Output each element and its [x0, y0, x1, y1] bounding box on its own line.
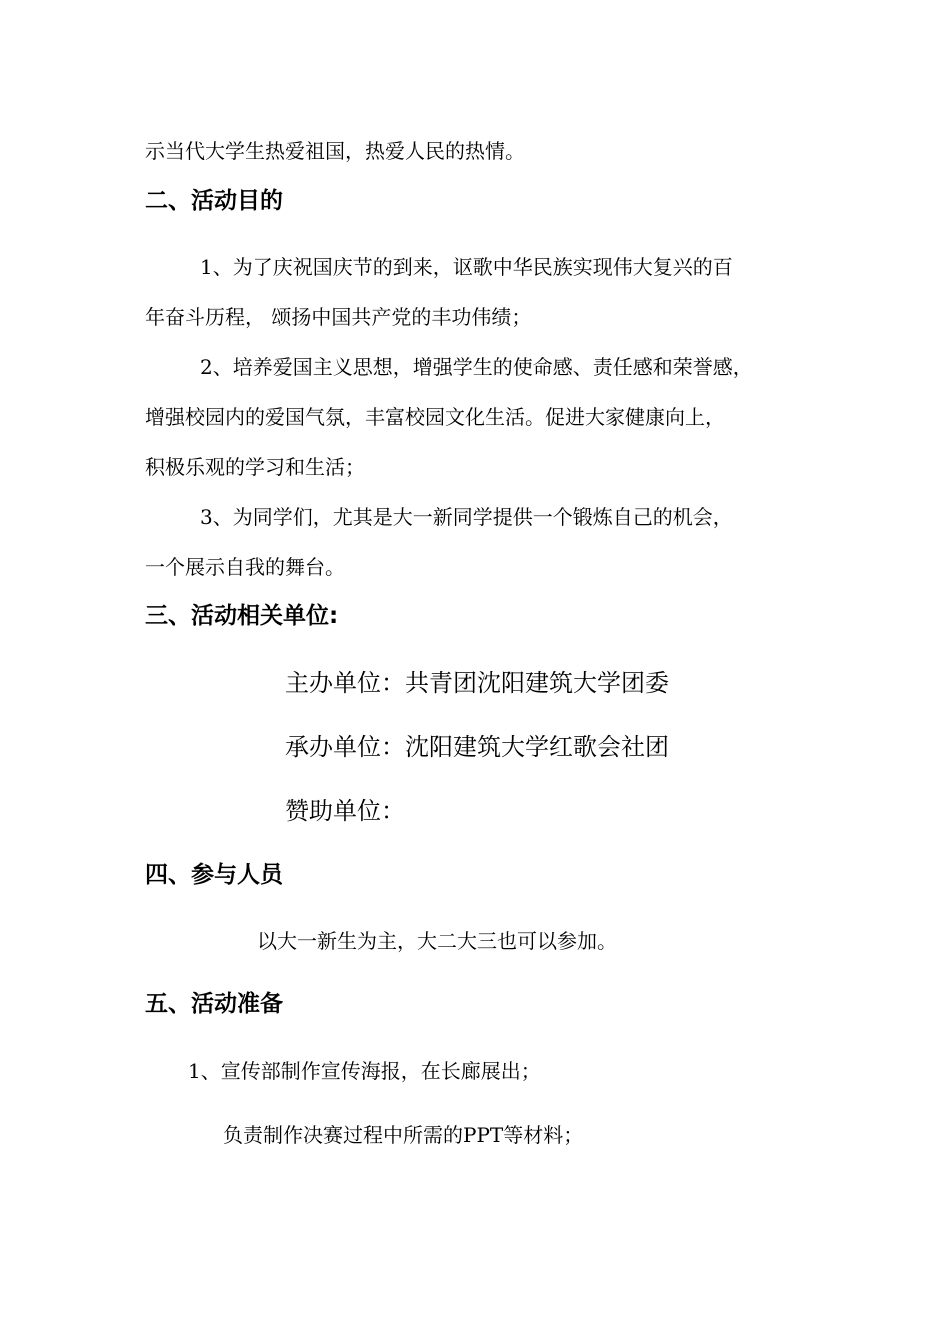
organizer-unit-text: 承办单位：沈阳建筑大学红歌会社团 [285, 733, 669, 761]
preparation-item-1-continued: 负责制作决赛过程中所需的PPT等材料； [223, 1123, 584, 1147]
purpose-item-3-line-2: 一个展示自我的舞台。 [145, 555, 345, 579]
host-unit-text: 主办单位：共青团沈阳建筑大学团委 [285, 669, 669, 697]
purpose-item-2-line-1: 2、培养爱国主义思想，增强学生的使命感、责任感和荣誉感， [200, 355, 753, 379]
sponsor-unit-text: 赞助单位： [285, 797, 405, 825]
purpose-item-1-line-1: 1、为了庆祝国庆节的到来，讴歌中华民族实现伟大复兴的百 [200, 255, 733, 279]
section-heading-preparation: 五、活动准备 [145, 991, 283, 1017]
preparation-item-1: 1、宣传部制作宣传海报，在长廊展出； [188, 1059, 541, 1083]
participants-text: 以大一新生为主，大二大三也可以参加。 [257, 929, 617, 953]
intro-tail-text: 示当代大学生热爱祖国，热爱人民的热情。 [145, 139, 525, 163]
purpose-item-3-line-1: 3、为同学们，尤其是大一新同学提供一个锻炼自己的机会， [200, 505, 733, 529]
section-heading-participants: 四、参与人员 [145, 862, 283, 888]
section-heading-purpose: 二、活动目的 [145, 188, 283, 214]
purpose-item-2-line-3: 积极乐观的学习和生活； [145, 455, 365, 479]
purpose-item-2-line-2: 增强校园内的爱国气氛，丰富校园文化生活。促进大家健康向上， [145, 405, 725, 429]
purpose-item-1-line-2: 年奋斗历程， 颂扬中国共产党的丰功伟绩； [145, 305, 532, 329]
section-heading-units: 三、活动相关单位: [145, 603, 339, 629]
